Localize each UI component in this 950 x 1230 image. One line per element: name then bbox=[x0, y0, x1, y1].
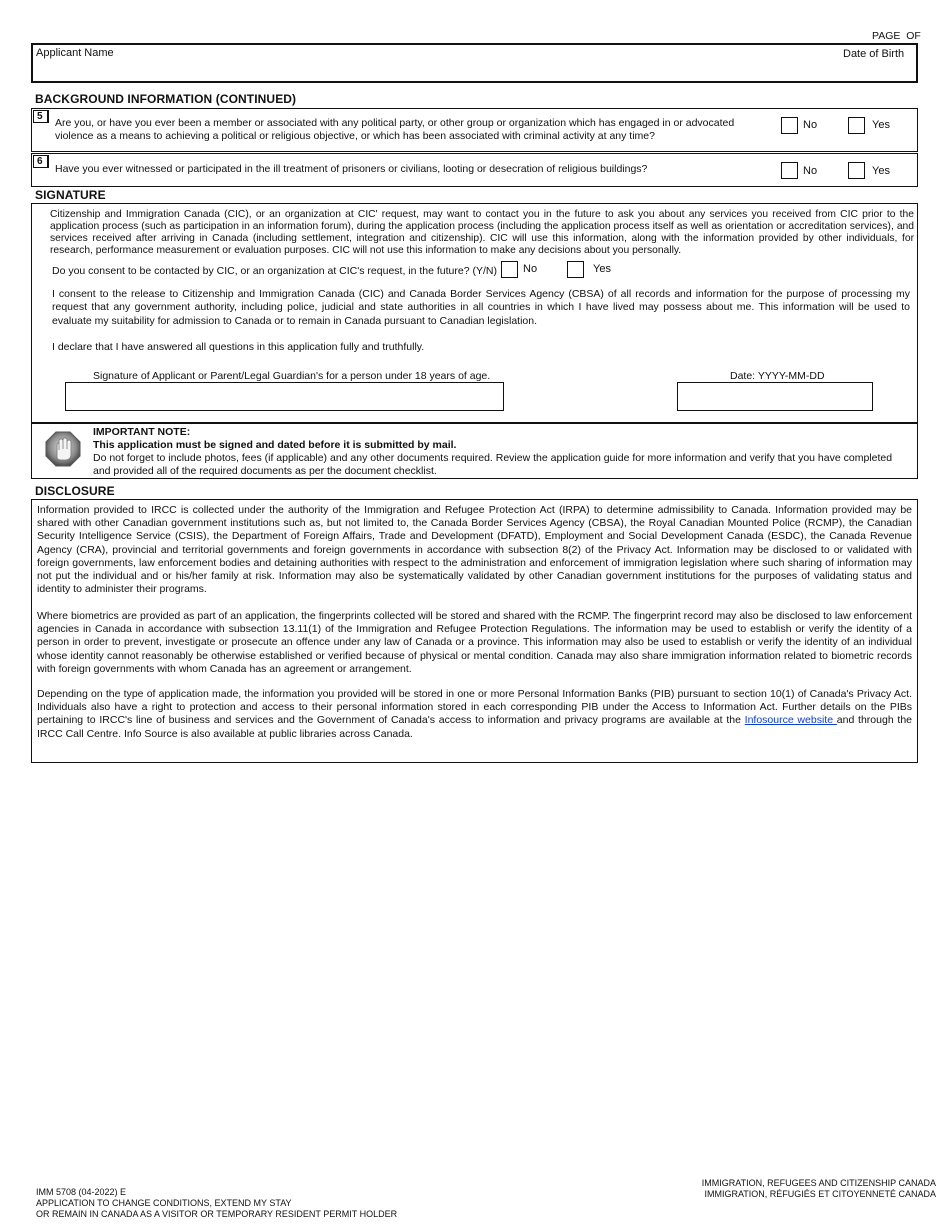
form-code: IMM 5708 (04-2022) E bbox=[36, 1187, 127, 1197]
disclosure-paragraph-1: Information provided to IRCC is collected under the authority of the Immigration and Refugee Protection Act (IRPA) to determine admissibility to Canada. Information provided may be shared with other Canadian government institutions such as, but not limited to, the Canada Border Services Agency (CBSA), the Royal Canadian Mounted Police (RCMP), the Canadian Security Intelligence Service (CSIS), the Department of Foreign Affairs, Trade and Development (DFATD), Employment and Social Development Canada (ESDC), the Canada Revenue Agency (CRA), provincial and territorial governments and foreign governments in accordance with subsection 8(2) of the Privacy Act. Information may be disclosed to or validated with foreign governments, law enforcement bodies and detaining authorities with respect to the administration and enforcement of immigration legislation where such sharing of information may not put the individual and or his/her family at risk. Information may also be systematically validated by other Canadian government institutions for the purposes of validating status and identity to administer their programs. bbox=[37, 504, 912, 596]
question-5-yes-checkbox[interactable] bbox=[848, 117, 865, 134]
background-heading: BACKGROUND INFORMATION (CONTINUED) bbox=[35, 92, 297, 106]
question-5-no-checkbox[interactable] bbox=[781, 117, 798, 134]
applicant-name-label: Applicant Name bbox=[36, 47, 114, 59]
release-paragraph: I consent to the release to Citizenship and Immigration Canada (CIC) and Canada Border Services Agency (CBSA) of all records and information for the purpose of processing my request that any government authority, including police, judicial and state authorities in all countries in which I have lived may possess about me. This information will be used to evaluate my suitability for admission to Canada or to remain in Canada pursuant to Canadian legislation. bbox=[52, 288, 910, 327]
important-note-bold-line: This application must be signed and dated before it is submitted by mail. bbox=[93, 439, 457, 451]
consent-yes-checkbox[interactable] bbox=[567, 261, 584, 278]
consent-yes-label: Yes bbox=[593, 263, 611, 275]
question-5-number: 5 bbox=[33, 110, 49, 123]
signature-field-label: Signature of Applicant or Parent/Legal Guardian's for a person under 18 years of age. bbox=[93, 370, 491, 382]
question-6-text: Have you ever witnessed or participated in the ill treatment of prisoners or civilians, looting or desecration of religious buildings? bbox=[55, 163, 648, 175]
question-6-yes-checkbox[interactable] bbox=[848, 162, 865, 179]
disclosure-paragraph-2: Where biometrics are provided as part of an application, the fingerprints collected will be stored and shared with the RCMP. The fingerprint record may also be disclosed to law enforcement agencies in Canada in accordance with subsection 13.11(1) of the Immigration and Refugee Protection Regulations. The information may be used to establish or verify the identity of a person in order to prevent, investigate or prosecute an offence under any law of Canada or a province. This information may also be used to establish or verify the identity of an individual whose identity cannot reasonably be otherwise established or verified because of physical or mental condition. Canada may also share immigration information related to biometric records with foreign governments with whom Canada has an agreement or arrangement. bbox=[37, 610, 912, 675]
disclosure-paragraph-3-tail: and through the IRCC Call Centre. Info Source is also available at public libraries across Canada. bbox=[37, 714, 912, 740]
date-of-birth-field[interactable] bbox=[800, 60, 915, 81]
signature-date-field[interactable] bbox=[677, 382, 873, 411]
disclosure-paragraph-3 bbox=[37, 688, 912, 741]
question-6-number: 6 bbox=[33, 155, 49, 168]
contact-paragraph: Citizenship and Immigration Canada (CIC), or an organization at CIC' request, may want to contact you in the future to ask you about any services you received from CIC prior to the application process (such as participation in an information forum), during the application process (including the application process itself as well as orientation or accreditation services), and services received after arriving in Canada (including settlement, integration and citizenship). CIC will use this information, along with the information provided by other individuals, for research, performance measurement or evaluation purposes. CIC will not use this information to make any decisions about you personally. bbox=[50, 209, 914, 256]
page-number-label: PAGE OF bbox=[872, 30, 921, 42]
department-name-fr: IMMIGRATION, RÉFUGIÉS ET CITOYENNETÉ CANADA bbox=[704, 1189, 936, 1199]
disclosure-heading: DISCLOSURE bbox=[35, 484, 115, 498]
consent-no-label: No bbox=[523, 263, 538, 275]
important-note-text: Do not forget to include photos, fees (if applicable) and any other documents required. Review the application guide for more information and verify that you have completed and provided all of the required documents as per the document checklist. bbox=[93, 452, 893, 477]
signature-heading: SIGNATURE bbox=[35, 188, 106, 202]
question-6-no-checkbox[interactable] bbox=[781, 162, 798, 179]
important-note-title: IMPORTANT NOTE: bbox=[93, 426, 191, 438]
department-name-en: IMMIGRATION, REFUGEES AND CITIZENSHIP CANADA bbox=[701, 1178, 936, 1188]
infosource-website-link[interactable]: Infosource website bbox=[744, 714, 837, 727]
question-5-text: Are you, or have you ever been a member or associated with any political party, or other group or organization which has engaged in or advocated violence as a means to achieving a political or religious objective, or which has been associated with criminal activity at any time? bbox=[55, 117, 735, 142]
question-6-yes-label: Yes bbox=[872, 165, 890, 177]
date-of-birth-label: Date of Birth bbox=[843, 48, 905, 60]
question-5-no-label: No bbox=[803, 119, 818, 131]
signature-date-label: Date: YYYY-MM-DD bbox=[730, 370, 825, 382]
stop-hand-icon bbox=[44, 430, 82, 468]
form-title-line-2: OR REMAIN IN CANADA AS A VISITOR OR TEMPORARY RESIDENT PERMIT HOLDER bbox=[36, 1209, 398, 1219]
applicant-name-field[interactable] bbox=[34, 60, 794, 81]
question-6-no-label: No bbox=[803, 165, 818, 177]
question-5-yes-label: Yes bbox=[872, 119, 890, 131]
signature-field[interactable] bbox=[65, 382, 504, 411]
consent-question: Do you consent to be contacted by CIC, or an organization at CIC's request, in the future? (Y/N) bbox=[52, 265, 497, 277]
form-title-line-1: APPLICATION TO CHANGE CONDITIONS, EXTEND MY STAY bbox=[36, 1198, 292, 1208]
declaration-text: I declare that I have answered all questions in this application fully and truthfully. bbox=[52, 341, 425, 353]
disclosure-paragraph-3-text: Depending on the type of application made, the information you provided will be stored in one or more Personal Information Banks (PIB) pursuant to section 10(1) of Canada's Privacy Act. Individuals also have a right to protection and access to their personal information stored in each corresponding PIB under the Access to Information Act. Further details on the PIBs pertaining to IRCC's line of business and services and the Government of Canada's access to information and privacy programs are available at the bbox=[37, 688, 912, 727]
consent-no-checkbox[interactable] bbox=[501, 261, 518, 278]
